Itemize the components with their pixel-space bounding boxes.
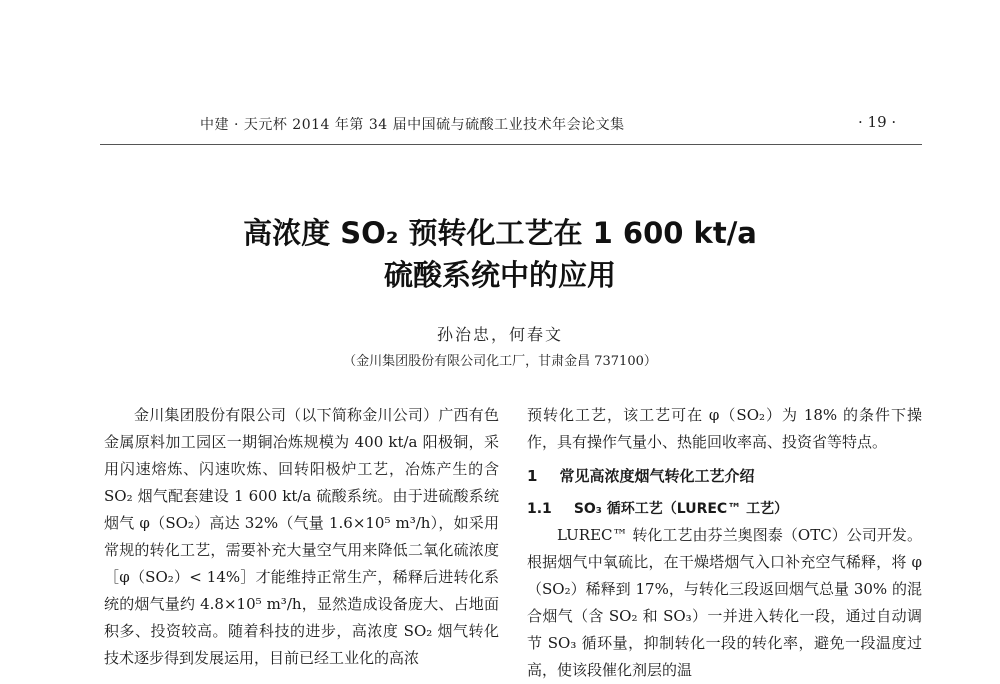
header-rule xyxy=(100,144,922,145)
affiliation: （金川集团股份有限公司化工厂，甘肃金昌 737100） xyxy=(343,354,657,369)
subsection-title: SO₃ 循环工艺（LUREC™ 工艺） xyxy=(573,501,789,517)
subsection-number: 1.1 xyxy=(527,501,552,517)
title-line-2: 硫酸系统中的应用 xyxy=(383,258,616,292)
body-paragraph-continued: 预转化工艺，该工艺可在 φ（SO₂）为 18% 的条件下操作，具有操作气量小、热能回收率高、投资省等特点。 xyxy=(527,406,922,451)
title-line-1: 高浓度 SO₂ 预转化工艺在 1 600 kt/a xyxy=(243,216,757,250)
section-heading xyxy=(527,462,922,490)
authors: 孙治忠，何春文 xyxy=(436,325,563,344)
body-paragraph: 金川集团股份有限公司（以下简称金川公司）广西有色金属原料加工园区一期铜冶炼规模为 400 kt/a 阳极铜，采用闪速熔炼、闪速吹炼、回转阳极炉工艺，冶炼产生的含 SO₂ 烟气配套建设 1 600 kt/a 硫酸系统。由于进硫酸系统烟气 φ（SO₂）高达 32%（气量 1.6×10⁵ m³/h），如采用常规的转化工艺，需要补充大量空气用来降低二氧化硫浓度［φ（SO₂）< 14%］才能维持正常生产，稀释后进转化系统的烟气量约 4.8×10⁵ m³/h，显然造成设备庞大、占地面积多、投资较高。随着科技的进步，高浓度 SO₂ 烟气转化技术逐步得到发展运用，目前已经工业化的高浓 xyxy=(104,406,499,667)
section-number: 1 xyxy=(527,467,538,485)
left-column xyxy=(104,402,499,684)
subsection-heading xyxy=(527,496,922,522)
right-column xyxy=(527,402,922,684)
paper-title xyxy=(0,212,1000,296)
running-head: 中建 · 天元杯 2014 年第 34 届中国硫与硫酸工业技术年会论文集 xyxy=(200,117,625,133)
section-title: 常见高浓度烟气转化工艺介绍 xyxy=(559,467,755,485)
page-number: · 19 · xyxy=(858,113,897,131)
body-paragraph: LUREC™ 转化工艺由芬兰奥图泰（OTC）公司开发。根据烟气中氧硫比，在干燥塔烟气入口补充空气稀释，将 φ（SO₂）稀释到 17%，与转化三段返回烟气总量 30% 的混合烟气（含 SO₂ 和 SO₃）一并进入转化一段，通过自动调节 SO₃ 循环量，抑制转化一段的转化率，避免一段温度过高，使该段催化剂层的温 xyxy=(527,526,922,679)
